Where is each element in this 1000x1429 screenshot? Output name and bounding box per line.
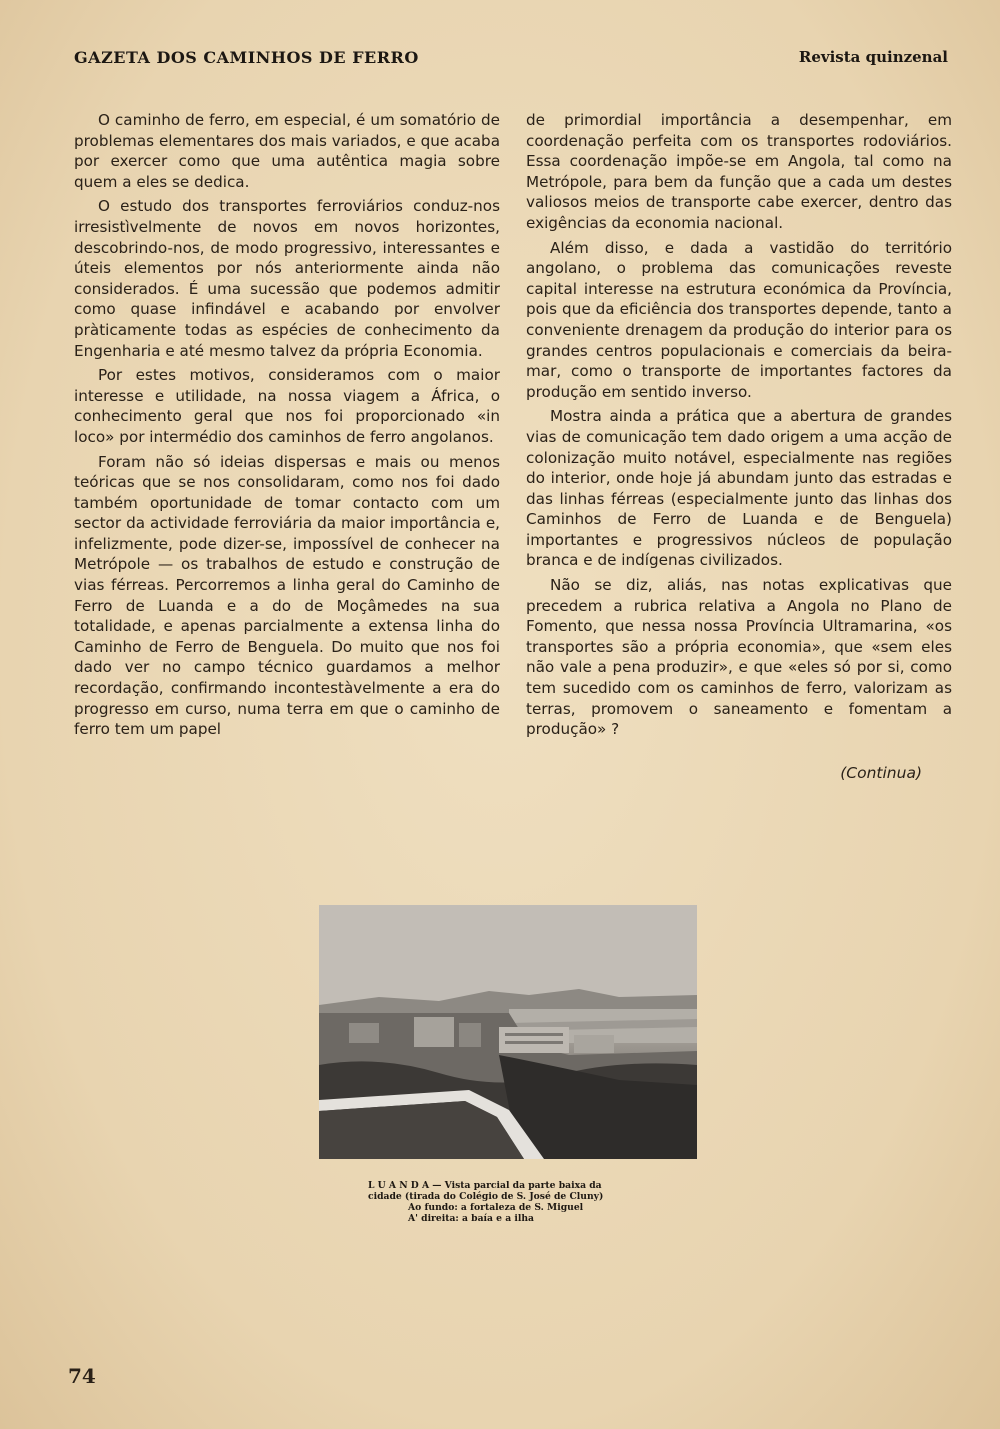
journal-title: GAZETA DOS CAMINHOS DE FERRO (74, 48, 419, 67)
paragraph: de primordial importância a desempenhar, em coordenação perfeita com os transportes rodoviários. Essa coordenação impõe-se em Angola, tal como na Metrópole, para bem da função que a cada um destes valiosos meios de transporte cabe exercer, dentro das exigências da economia nacional. (526, 111, 952, 232)
paragraph: O estudo dos transportes ferroviários conduz-nos irresistìvelmente de novos em novos horizontes, descobrindo-nos, de modo progressivo, interessantes e úteis elementos por nós anteriormente ainda não considerados. É uma sucessão que podemos admitir como quase infindável e acabando por envolver pràticamente todas as espécies de conhecimento da Engenharia e até mesmo talvez da própria Economia. (74, 197, 500, 360)
article-right-column (526, 110, 952, 744)
photo-caption (368, 1180, 650, 1224)
journal-frequency: Revista quinzenal (798, 48, 948, 66)
paragraph: Mostra ainda a prática que a abertura de grandes vias de comunicação tem dado origem a uma acção de colonização muito notável, especialmente nas regiões do interior, onde hoje já abundam junto das estradas e das linhas férreas (especialmente junto das linhas dos Caminhos de Ferro de Luanda e de Benguela) importantes e progressivos núcleos de população branca e de indígenas civilizados. (526, 407, 952, 570)
paragraph: O caminho de ferro, em especial, é um somatório de problemas elementares dos mais variados, e que acaba por exercer como que uma autêntica magia sobre quem a eles se dedica. (74, 111, 500, 191)
caption-line: Ao fundo: a fortaleza de S. Miguel (408, 1202, 584, 1213)
article-left-column (74, 110, 500, 744)
caption-line: L U A N D A — Vista parcial da parte baixa da (368, 1180, 602, 1191)
continued-note: (Continua) (840, 764, 922, 782)
paragraph: Além disso, e dada a vastidão do território angolano, o problema das comunicações reveste capital interesse na estrutura económica da Província, pois que da eficiência dos transportes depende, tanto a conveniente drenagem da produção do interior para os grandes centros populacionais e comerciais da beira-mar, como o transporte de importantes factores da produção em sentido inverso. (526, 238, 952, 401)
paragraph: Foram não só ideias dispersas e mais ou menos teóricas que se nos consolidaram, como nos foi dado também oportunidade de tomar contacto com um sector da actividade ferroviária da maior importância e, infelizmente, pode dizer-se, impossível de conhecer na Metrópole — os trabalhos de estudo e construção de vias férreas. Percorremos a linha geral do Caminho de Ferro de Luanda e a do de Moçâmedes na sua totalidade, e apenas parcialmente a extensa linha do Caminho de Ferro de Benguela. Do muito que nos foi dado ver no campo técnico guardamos a melhor recordação, confirmando incontestàvelmente a era do progresso em curso, numa terra em que o caminho de ferro tem um papel (74, 452, 500, 739)
paragraph: Por estes motivos, consideramos com o maior interesse e utilidade, na nossa viagem a África, o conhecimento geral que nos foi proporcionado «in loco» por intermédio dos caminhos de ferro angolanos. (74, 366, 500, 446)
luanda-photo (319, 905, 697, 1159)
paragraph: Não se diz, aliás, nas notas explicativas que precedem a rubrica relativa a Angola no Plano de Fomento, que nessa nossa Província Ultramarina, «os transportes são a própria economia», que «sem eles não vale a pena produzir», e que «eles só por si, como tem sucedido com os caminhos de ferro, valorizam as terras, promovem o saneamento e fomentam a produção» ? (526, 576, 952, 739)
caption-line: cidade (tirada do Colégio de S. José de Cluny) (368, 1191, 604, 1202)
page-number: 74 (68, 1364, 96, 1388)
caption-line: A' direita: a baía e a ilha (408, 1213, 534, 1224)
